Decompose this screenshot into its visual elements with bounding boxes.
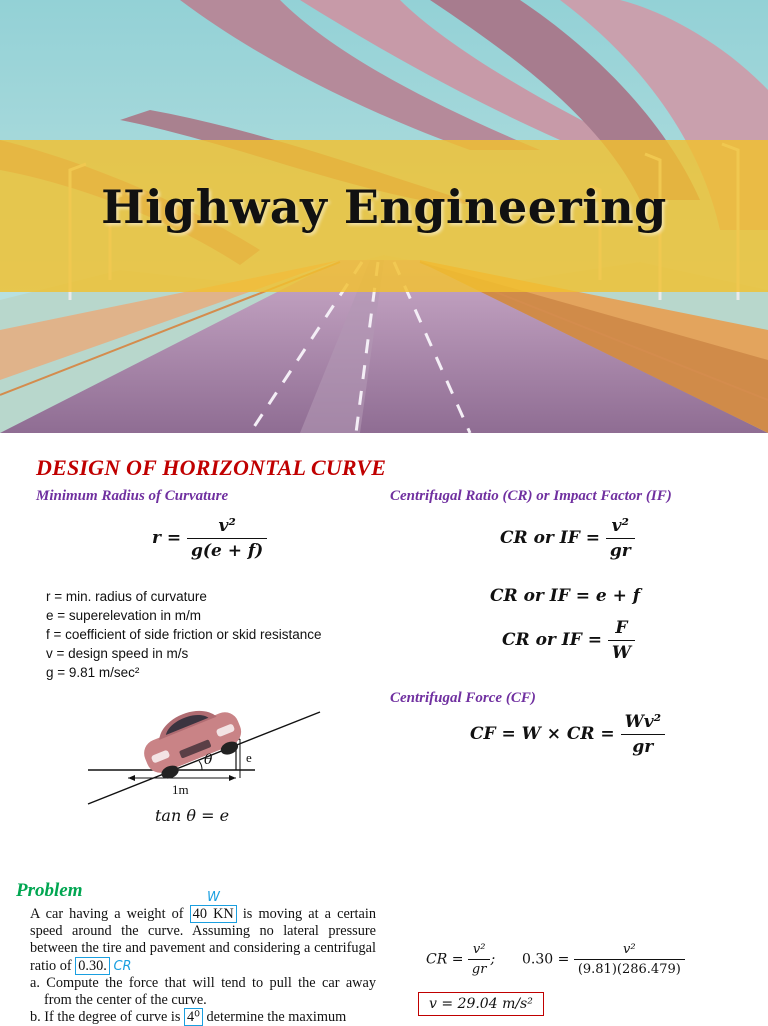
min-radius-subtitle: Minimum Radius of Curvature	[36, 488, 229, 504]
problem-text-1: A car having a weight of	[30, 906, 184, 922]
problem-text-2: is moving at a certain speed around the curve. Assuming no lateral pressure between the tire and pavement and considering a centrifugal ratio of	[30, 906, 377, 974]
weight-highlight: 40 KN	[190, 905, 237, 923]
radius-fraction	[187, 516, 267, 561]
solution-value-formula	[522, 942, 685, 977]
banner-title: Highway Engineering	[101, 180, 667, 234]
answer-box: v = 29.04 m/s²	[418, 992, 544, 1016]
variable-legend	[46, 587, 322, 682]
legend-item: f = coefficient of side friction or skid resistance	[46, 627, 322, 642]
cf-lhs: CF = W × CR =	[470, 724, 615, 744]
radius-denominator: g(e + f)	[191, 541, 264, 561]
problem-statement	[30, 906, 376, 1026]
theta-arc	[199, 761, 202, 770]
problem-heading: Problem	[16, 880, 83, 901]
cf-numerator: Wv²	[621, 712, 665, 735]
cf-formula	[470, 712, 665, 757]
superelevation-diagram	[80, 700, 340, 810]
centrifugal-ratio-subtitle: Centrifugal Ratio (CR) or Impact Factor (IF)	[390, 488, 672, 504]
part-b-text-1: b. If the degree of curve is	[30, 1009, 181, 1026]
radius-numerator: v²	[187, 516, 267, 539]
cr1-lhs: CR or IF =	[500, 528, 600, 548]
cr1-numerator: v²	[606, 516, 635, 539]
radius-formula	[152, 516, 267, 561]
cr-formula-2: CR or IF = e + f	[490, 586, 641, 606]
weight-annotation: W	[207, 890, 220, 905]
sol-val-fraction	[574, 942, 685, 977]
sol-val-lhs: 0.30 =	[522, 951, 570, 968]
ratio-highlight: 0.30.	[75, 957, 110, 975]
degree-highlight: 4⁰	[184, 1008, 203, 1026]
cr1-denominator: gr	[609, 541, 631, 561]
solution-cr-formula	[426, 942, 495, 977]
sol-cr-lhs: CR =	[426, 951, 464, 968]
legend-item: g = 9.81 m/sec²	[46, 665, 140, 680]
cr3-denominator: W	[611, 643, 631, 663]
centrifugal-force-subtitle: Centrifugal Force (CF)	[390, 690, 536, 706]
tan-theta-caption: tan θ = e	[155, 806, 230, 825]
hero-banner	[0, 0, 768, 433]
cr-formula-3	[502, 618, 635, 663]
part-b-text-2: determine the maximum	[206, 1009, 347, 1026]
cr3-lhs: CR or IF =	[502, 630, 602, 650]
radius-lhs: r =	[152, 528, 182, 548]
part-b	[30, 1009, 376, 1026]
part-a: a. Compute the force that will tend to pull the car away from the center of the curve.	[30, 974, 376, 1009]
sol-cr-denominator: gr	[471, 962, 487, 977]
theta-label: θ	[204, 752, 213, 768]
cr3-numerator: F	[608, 618, 635, 641]
cf-fraction	[621, 712, 665, 757]
sol-separator: ;	[490, 951, 496, 968]
cr-annotation: CR	[113, 958, 132, 974]
cr3-fraction	[608, 618, 635, 663]
sol-val-numerator: v²	[574, 942, 685, 960]
sol-cr-fraction	[468, 942, 491, 977]
car-icon	[135, 700, 248, 784]
sol-cr-numerator: v²	[468, 942, 491, 960]
legend-item: r = min. radius of curvature	[46, 589, 207, 604]
base-label: 1m	[172, 782, 189, 797]
cr1-fraction	[606, 516, 635, 561]
sol-val-denominator: (9.81)(286.479)	[577, 962, 681, 977]
e-label: e	[246, 750, 252, 765]
cr-formula-1	[500, 516, 635, 561]
section-title: DESIGN OF HORIZONTAL CURVE	[36, 455, 387, 480]
cf-denominator: gr	[632, 737, 654, 757]
legend-item: e = superelevation in m/m	[46, 608, 201, 623]
legend-item: v = design speed in m/s	[46, 646, 189, 661]
